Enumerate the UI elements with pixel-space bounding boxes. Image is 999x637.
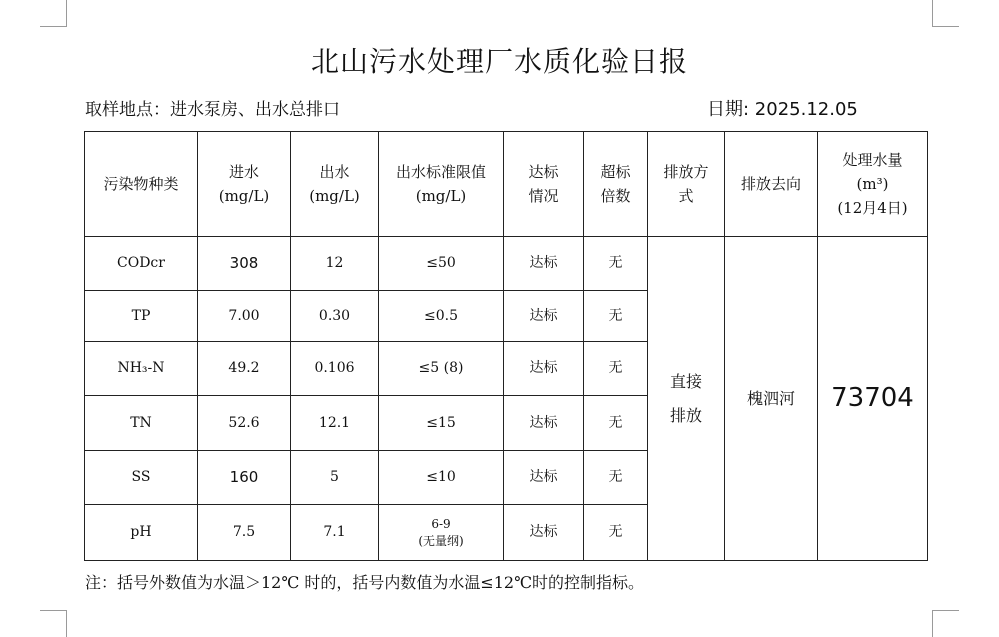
compliance-status: 达标 [504, 291, 584, 342]
exceed-value: 无 [584, 396, 648, 451]
header-effluent: 出水 (mg/L) [291, 132, 379, 237]
exceed-value: 无 [584, 505, 648, 561]
header-standard: 出水标准限值 (mg/L) [379, 132, 504, 237]
exceed-value: 无 [584, 451, 648, 505]
standard-value: ≤5 (8) [379, 342, 504, 396]
pollutant-name: SS [85, 451, 198, 505]
compliance-status: 达标 [504, 342, 584, 396]
effluent-value: 7.1 [291, 505, 379, 561]
crop-mark-top-left [40, 0, 67, 27]
header-volume: 处理水量 (m³) (12月4日) [818, 132, 928, 237]
compliance-status: 达标 [504, 396, 584, 451]
effluent-value: 0.30 [291, 291, 379, 342]
effluent-value: 0.106 [291, 342, 379, 396]
crop-mark-top-right [932, 0, 959, 27]
standard-value: ≤0.5 [379, 291, 504, 342]
standard-value: ≤50 [379, 237, 504, 291]
pollutant-name: TP [85, 291, 198, 342]
standard-value: ≤15 [379, 396, 504, 451]
header-pollutant: 污染物种类 [85, 132, 198, 237]
standard-value: 6-9 (无量纲) [379, 505, 504, 561]
influent-value: 160 [198, 451, 291, 505]
influent-value: 7.5 [198, 505, 291, 561]
pollutant-name: NH₃-N [85, 342, 198, 396]
header-compliance: 达标 情况 [504, 132, 584, 237]
footnote: 注：括号外数值为水温＞12℃ 时的，括号内数值为水温≤12℃时的控制指标。 [85, 573, 645, 592]
report-title: 北山污水处理厂水质化验日报 [310, 45, 688, 78]
crop-mark-bottom-right [932, 610, 959, 637]
influent-value: 52.6 [198, 396, 291, 451]
pollutant-name: pH [85, 505, 198, 561]
exceed-value: 无 [584, 237, 648, 291]
header-influent: 进水 (mg/L) [198, 132, 291, 237]
influent-value: 308 [198, 237, 291, 291]
influent-value: 7.00 [198, 291, 291, 342]
discharge-destination-cell: 槐泗河 [725, 237, 818, 561]
effluent-value: 12.1 [291, 396, 379, 451]
water-quality-table [84, 131, 928, 561]
effluent-value: 12 [291, 237, 379, 291]
effluent-value: 5 [291, 451, 379, 505]
sample-location: 取样地点：进水泵房、出水总排口 [85, 100, 340, 120]
influent-value: 49.2 [198, 342, 291, 396]
compliance-status: 达标 [504, 237, 584, 291]
compliance-status: 达标 [504, 451, 584, 505]
compliance-status: 达标 [504, 505, 584, 561]
pollutant-name: CODcr [85, 237, 198, 291]
discharge-method-cell: 直接 排放 [648, 237, 725, 561]
header-exceed: 超标 倍数 [584, 132, 648, 237]
table-row [85, 237, 928, 291]
report-date: 日期: 2025.12.05 [707, 99, 858, 120]
exceed-value: 无 [584, 291, 648, 342]
header-discharge-method: 排放方 式 [648, 132, 725, 237]
standard-value: ≤10 [379, 451, 504, 505]
exceed-value: 无 [584, 342, 648, 396]
treated-volume-cell: 73704 [818, 237, 928, 561]
pollutant-name: TN [85, 396, 198, 451]
crop-mark-bottom-left [40, 610, 67, 637]
table-header-row [85, 132, 928, 237]
header-discharge-destination: 排放去向 [725, 132, 818, 237]
